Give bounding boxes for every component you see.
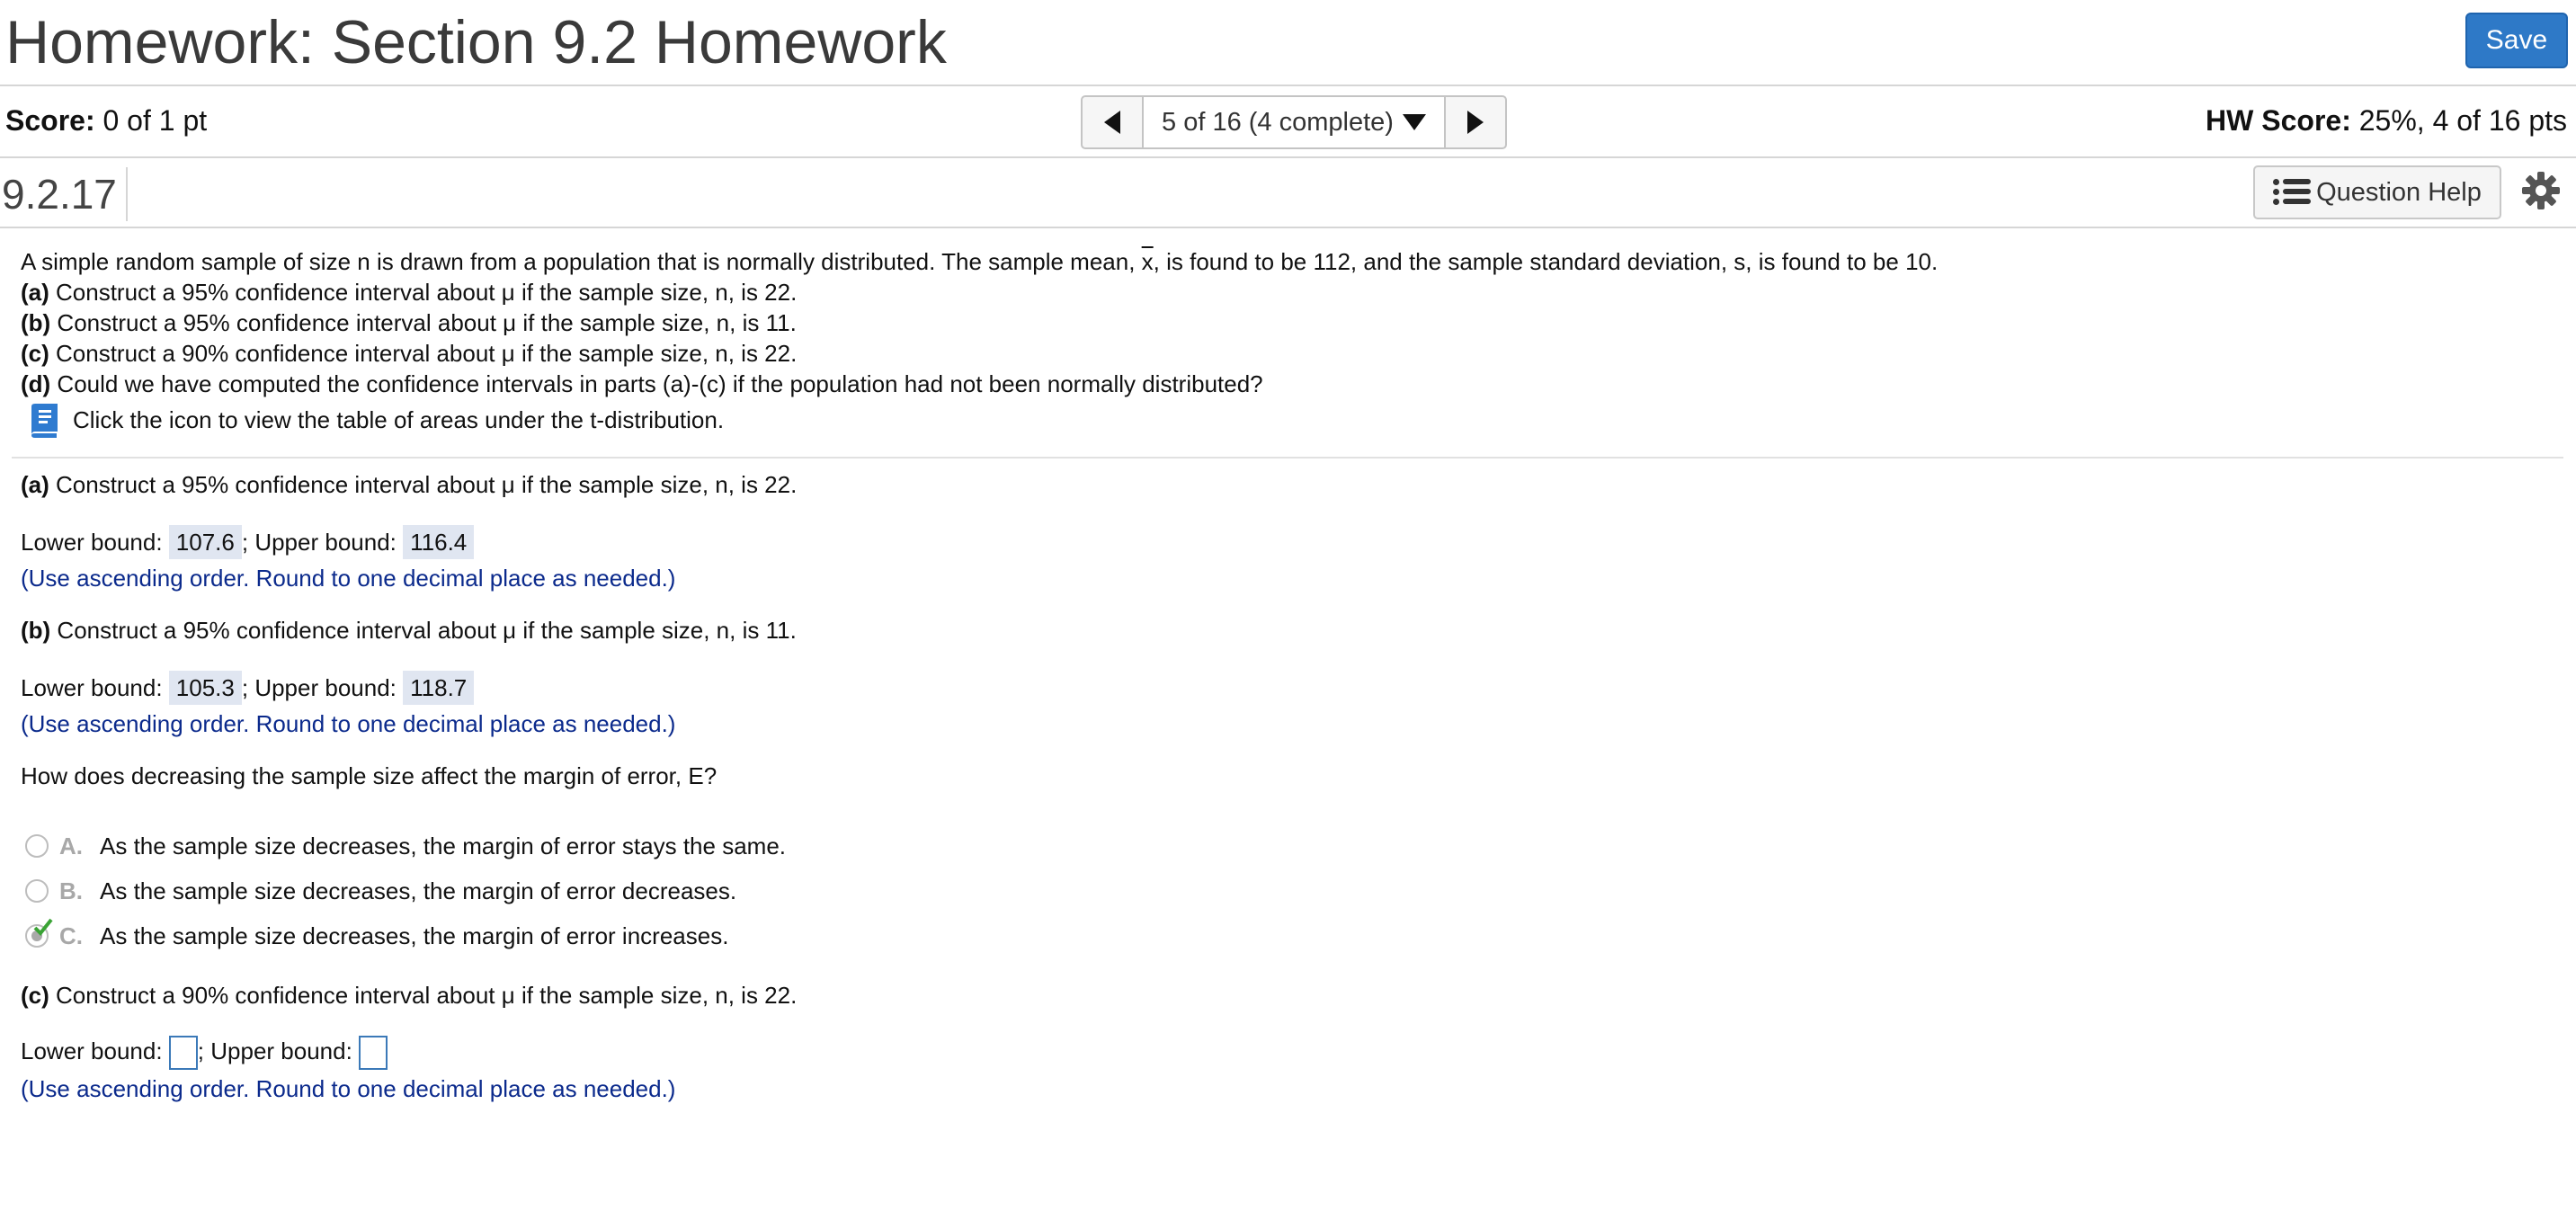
question-position-dropdown[interactable] (1144, 97, 1444, 147)
answer-part-b-bounds: Lower bound: 105.3 ; Upper bound: 118.7 (21, 671, 474, 705)
list-icon (2273, 179, 2311, 206)
radio-option-b[interactable] (25, 879, 49, 903)
hw-score-label: HW Score: (2206, 104, 2351, 137)
score-bar (0, 86, 2576, 158)
lower-bound-c-input[interactable] (169, 1036, 198, 1070)
lower-bound-a-field[interactable]: 107.6 (169, 525, 242, 559)
answer-part-a-prompt: (a) Construct a 95% confidence interval about μ if the sample size, n, is 22. (21, 471, 798, 498)
upper-bound-a-field[interactable]: 116.4 (403, 525, 474, 559)
checkmark-icon (33, 917, 53, 937)
question-score (5, 104, 207, 138)
question-number: 9.2.17 (2, 167, 128, 221)
next-question-button[interactable] (1444, 97, 1505, 147)
problem-part-d: (d) Could we have computed the confidence intervals in parts (a)-(c) if the population had not been normally distributed? (21, 370, 1263, 397)
question-position: 5 of 16 (4 complete) (1162, 107, 1394, 137)
book-icon[interactable] (26, 403, 60, 439)
lower-bound-b-field[interactable]: 105.3 (169, 671, 242, 705)
question-help-button[interactable] (2253, 165, 2501, 219)
question-navigator (1081, 95, 1507, 149)
question-help-label: Question Help (2316, 177, 2482, 207)
problem-part-b: (b) Construct a 95% confidence interval about μ if the sample size, n, is 11. (21, 309, 797, 336)
save-button[interactable]: Save (2465, 13, 2568, 68)
previous-question-button[interactable] (1083, 97, 1144, 147)
section-divider (12, 457, 2563, 459)
answer-part-b-prompt: (b) Construct a 95% confidence interval about μ if the sample size, n, is 11. (21, 617, 797, 644)
margin-of-error-question: How does decreasing the sample size affect the margin of error, E? (21, 762, 718, 789)
problem-part-c: (c) Construct a 90% confidence interval about μ if the sample size, n, is 22. (21, 340, 798, 367)
page-header (0, 0, 2576, 86)
score-value: 0 of 1 pt (103, 104, 208, 137)
question-bar (0, 158, 2576, 228)
problem-intro: A simple random sample of size n is drawn from a population that is normally distributed. The sample mean, $\overline{x}$, is found to be 112, and the sample standard deviation, s, is found to be 10. (21, 248, 1939, 275)
answer-part-c-bounds: Lower bound: ; Upper bound: (21, 1036, 388, 1070)
answer-hint-a: (Use ascending order. Round to one decimal place as needed.) (21, 565, 676, 592)
homework-score (2206, 104, 2567, 138)
x-bar-symbol: $\overline{x}$ (1141, 248, 1154, 275)
gear-icon[interactable] (2521, 171, 2561, 210)
radio-option-a[interactable] (25, 834, 49, 858)
score-label: Score: (5, 104, 95, 137)
page-title: Homework: Section 9.2 Homework (5, 8, 947, 76)
answer-part-c-prompt: (c) Construct a 90% confidence interval about μ if the sample size, n, is 22. (21, 982, 798, 1009)
upper-bound-b-field[interactable]: 118.7 (403, 671, 474, 705)
caret-down-icon (1403, 114, 1426, 130)
upper-bound-c-input[interactable] (359, 1036, 388, 1070)
answer-hint-c: (Use ascending order. Round to one decimal place as needed.) (21, 1075, 676, 1102)
t-table-link-text: Click the icon to view the table of areas under the t-distribution. (73, 406, 725, 433)
arrow-left-icon (1104, 111, 1120, 134)
arrow-right-icon (1467, 111, 1484, 134)
answer-part-a-bounds: Lower bound: 107.6 ; Upper bound: 116.4 (21, 525, 474, 559)
hw-score-value: 25%, 4 of 16 pts (2358, 104, 2567, 137)
problem-part-a: (a) Construct a 95% confidence interval about μ if the sample size, n, is 22. (21, 279, 798, 306)
answer-hint-b: (Use ascending order. Round to one decimal place as needed.) (21, 710, 676, 737)
